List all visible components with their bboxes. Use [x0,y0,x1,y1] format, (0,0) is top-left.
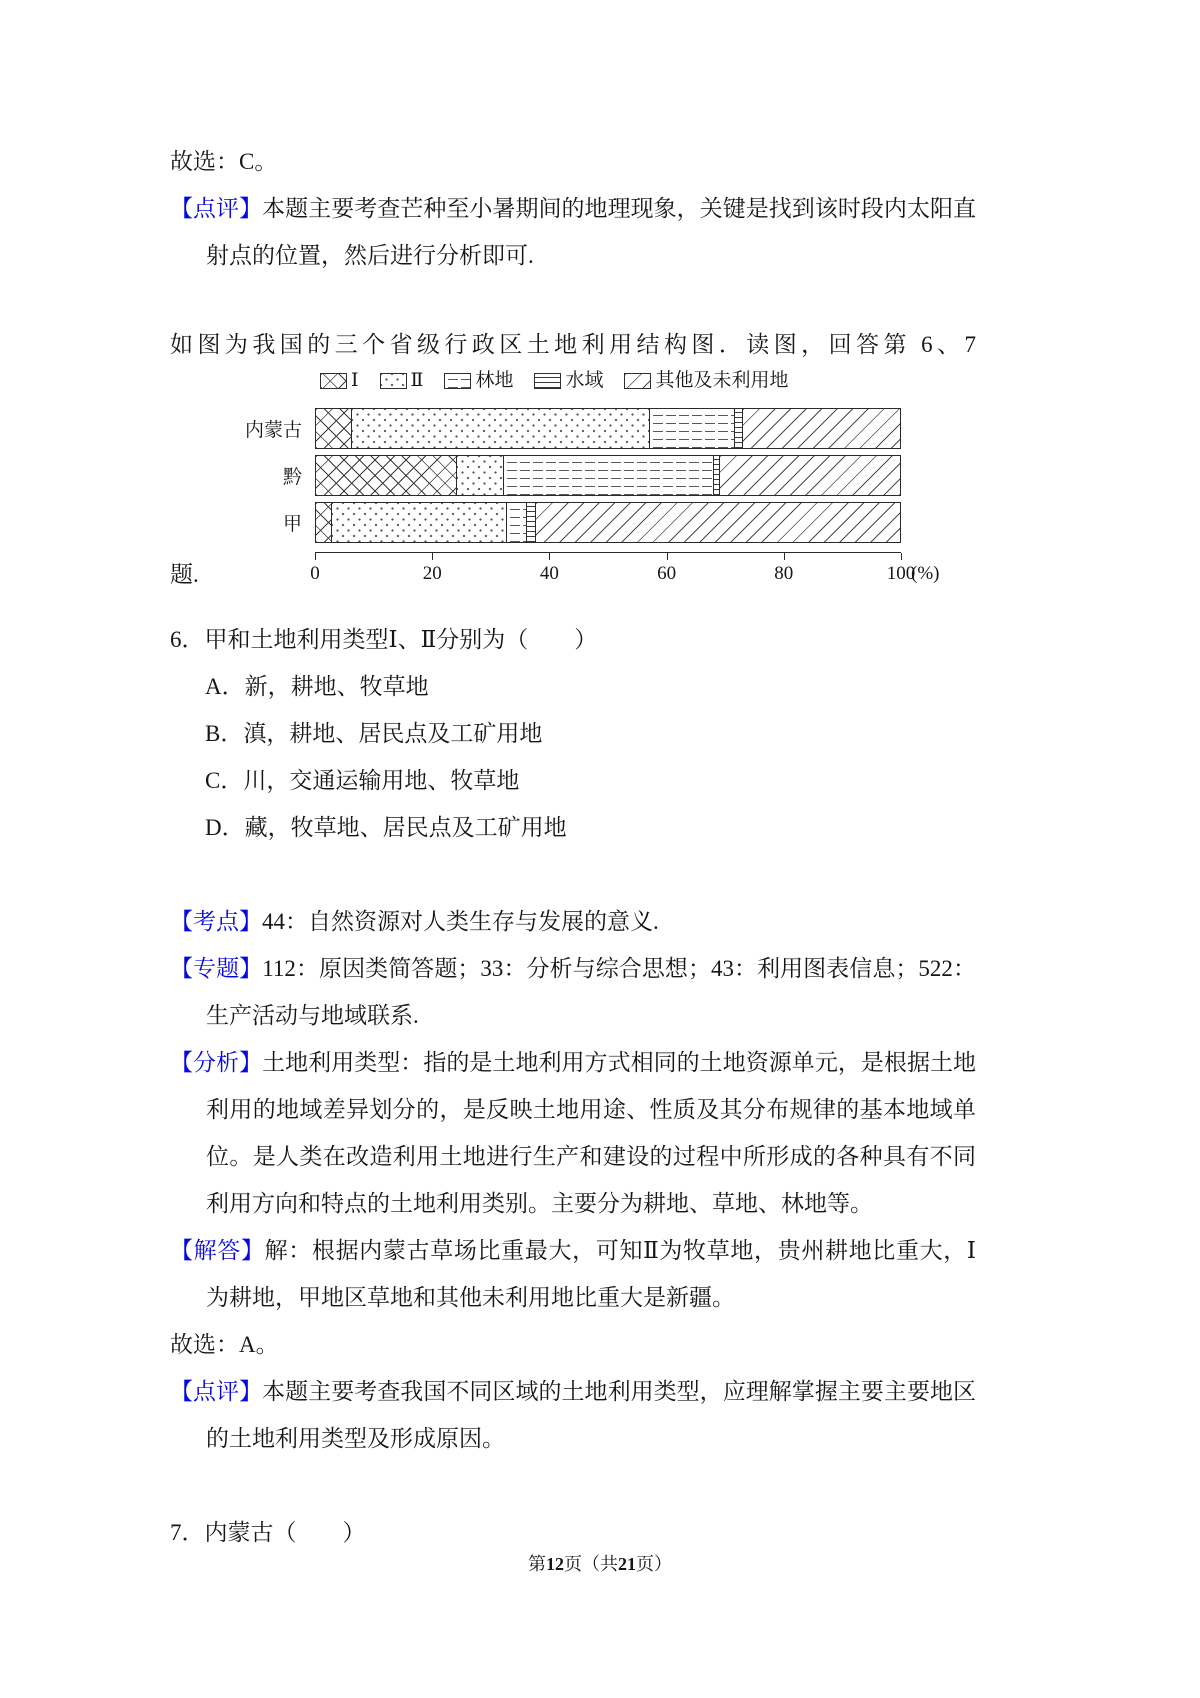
bar-segment [742,409,900,448]
footer-text: 页（共 [564,1554,618,1574]
comment-tag: 【点评】 [170,1379,263,1404]
bar-segment [506,503,526,542]
axis-tick-label: 20 [422,563,442,584]
figure-intro-line: 如图为我国的三个省级行政区土地利用结构图．读图，回答第 6、7 [170,332,976,357]
fenxi-paragraph [170,1039,976,1227]
bar-segment [331,503,506,542]
comment-paragraph-2 [170,1368,976,1462]
bar-segment [526,503,535,542]
stacked-bar [315,408,901,449]
option-c-label: C． [205,768,244,793]
legend-item [320,371,359,391]
chart-row [170,408,901,449]
comment-text: 本题主要考查我国不同区域的土地利用类型，应理解掌握主要主要地区的土地利用类型及形成原因。 [206,1379,977,1451]
hlines-pattern-swatch [534,373,561,389]
bar-segment [316,409,351,448]
question-6-stem [170,616,976,663]
figure-intro-tail: 题. [170,562,199,587]
chart-row [170,502,901,543]
question-7-stem [170,1509,976,1556]
stacked-bar [315,502,901,543]
zhuanti-paragraph [170,945,976,1039]
jieda-tag: 【解答】 [170,1238,265,1263]
comment-text: 本题主要考查芒种至小暑期间的地理现象，关键是找到该时段内太阳直射点的位置，然后进行分析即可. [206,196,977,268]
stacked-bar [315,455,901,496]
axis-tick [549,553,550,560]
legend-item [534,371,603,391]
question-6-option-b [170,710,976,757]
question-6-text: 甲和土地利用类型Ⅰ、Ⅱ分别为（ ） [204,627,598,652]
dots-pattern-swatch [380,373,407,389]
kaodian-tag: 【考点】 [170,909,262,934]
comment-paragraph-1 [170,185,976,279]
legend-label: 其他及未利用地 [655,370,789,391]
answer-choose-c: 故选：C。 [170,149,278,174]
bar-segment [719,456,900,495]
axis-tick [901,553,902,560]
bar-segment [316,503,331,542]
legend-item [624,371,788,391]
kaodian-paragraph [170,898,976,945]
legend-item [444,371,513,391]
fenxi-tag: 【分析】 [170,1050,263,1075]
dashes-pattern-swatch [444,373,471,389]
bar-segment [535,503,900,542]
option-a-text: 新，耕地、牧草地 [244,674,429,699]
bar-category-label: 黔 [282,467,302,488]
question-6-option-d [170,804,976,851]
axis-tick-label: 40 [539,563,559,584]
land-use-figure [170,368,940,595]
bar-segment [503,456,713,495]
option-c-text: 川，交通运输用地、牧草地 [243,768,520,793]
answer-choose-a: 故选：A。 [170,1332,279,1357]
bar-segment [316,456,456,495]
bar-category-label: 内蒙古 [244,420,302,441]
kaodian-text: 44：自然资源对人类生存与发展的意义. [262,909,659,934]
bar-category-label: 甲 [282,514,302,535]
axis-tick [315,553,316,560]
chart-axis [310,552,940,595]
axis-tick [432,553,433,560]
footer-page-number: 12 [546,1554,564,1574]
legend-label: 林地 [475,370,514,391]
question-7-number: 7． [170,1520,205,1545]
diag-pattern-swatch [624,373,651,389]
footer-text: 页） [636,1554,672,1574]
crosshatch-pattern-swatch [320,373,347,389]
bar-segment [456,456,503,495]
axis-tick [784,553,785,560]
jieda-text: 解：根据内蒙古草场比重最大，可知Ⅱ为牧草地，贵州耕地比重大，Ⅰ为耕地，甲地区草地和其他未利用地比重大是新疆。 [206,1238,977,1310]
jieda-paragraph [170,1227,976,1321]
fenxi-text: 土地利用类型：指的是土地利用方式相同的土地资源单元，是根据土地利用的地域差异划分的，是反映土地用途、性质及其分布规律的基本地域单位。是人类在改造利用土地进行生产和建设的过程中所形成的各种具有不同利用方向和特点的土地利用类别。主要分为耕地、草地、林地等。 [206,1050,977,1216]
question-6-number: 6． [170,627,205,652]
bar-segment [734,409,743,448]
axis-tick-label: 0 [310,563,320,584]
footer-total-pages: 21 [618,1554,636,1574]
chart-row [170,455,901,496]
comment-tag: 【点评】 [170,196,263,221]
option-b-label: B． [205,721,244,746]
chart-legend [320,368,901,394]
axis-unit-label: (%) [911,563,940,584]
option-d-label: D． [205,815,245,840]
bar-segment [351,409,649,448]
option-a-label: A． [205,674,245,699]
legend-label: 水域 [565,370,604,391]
document-content [170,138,976,1556]
axis-tick-label: 60 [657,563,677,584]
axis-tick-label: 100 [886,563,916,584]
page-footer [0,1550,1200,1576]
bar-segment [649,409,734,448]
question-6-option-a [170,663,976,710]
chart-axis-wrap [170,549,940,595]
question-7-text: 内蒙古（ ） [204,1520,366,1545]
axis-tick [667,553,668,560]
footer-text: 第 [528,1554,546,1574]
legend-label: Ⅱ [410,370,424,391]
option-b-text: 滇，耕地、居民点及工矿用地 [243,721,543,746]
question-6-option-c [170,757,976,804]
chart-rows [170,408,901,543]
zhuanti-text: 112：原因类简答题；33：分析与综合思想；43：利用图表信息；522：生产活动与地域联系. [206,956,976,1028]
zhuanti-tag: 【专题】 [170,956,263,981]
option-d-text: 藏，牧草地、居民点及工矿用地 [244,815,567,840]
legend-label: Ⅰ [351,370,359,391]
axis-tick-label: 80 [774,563,794,584]
legend-item [380,371,424,391]
